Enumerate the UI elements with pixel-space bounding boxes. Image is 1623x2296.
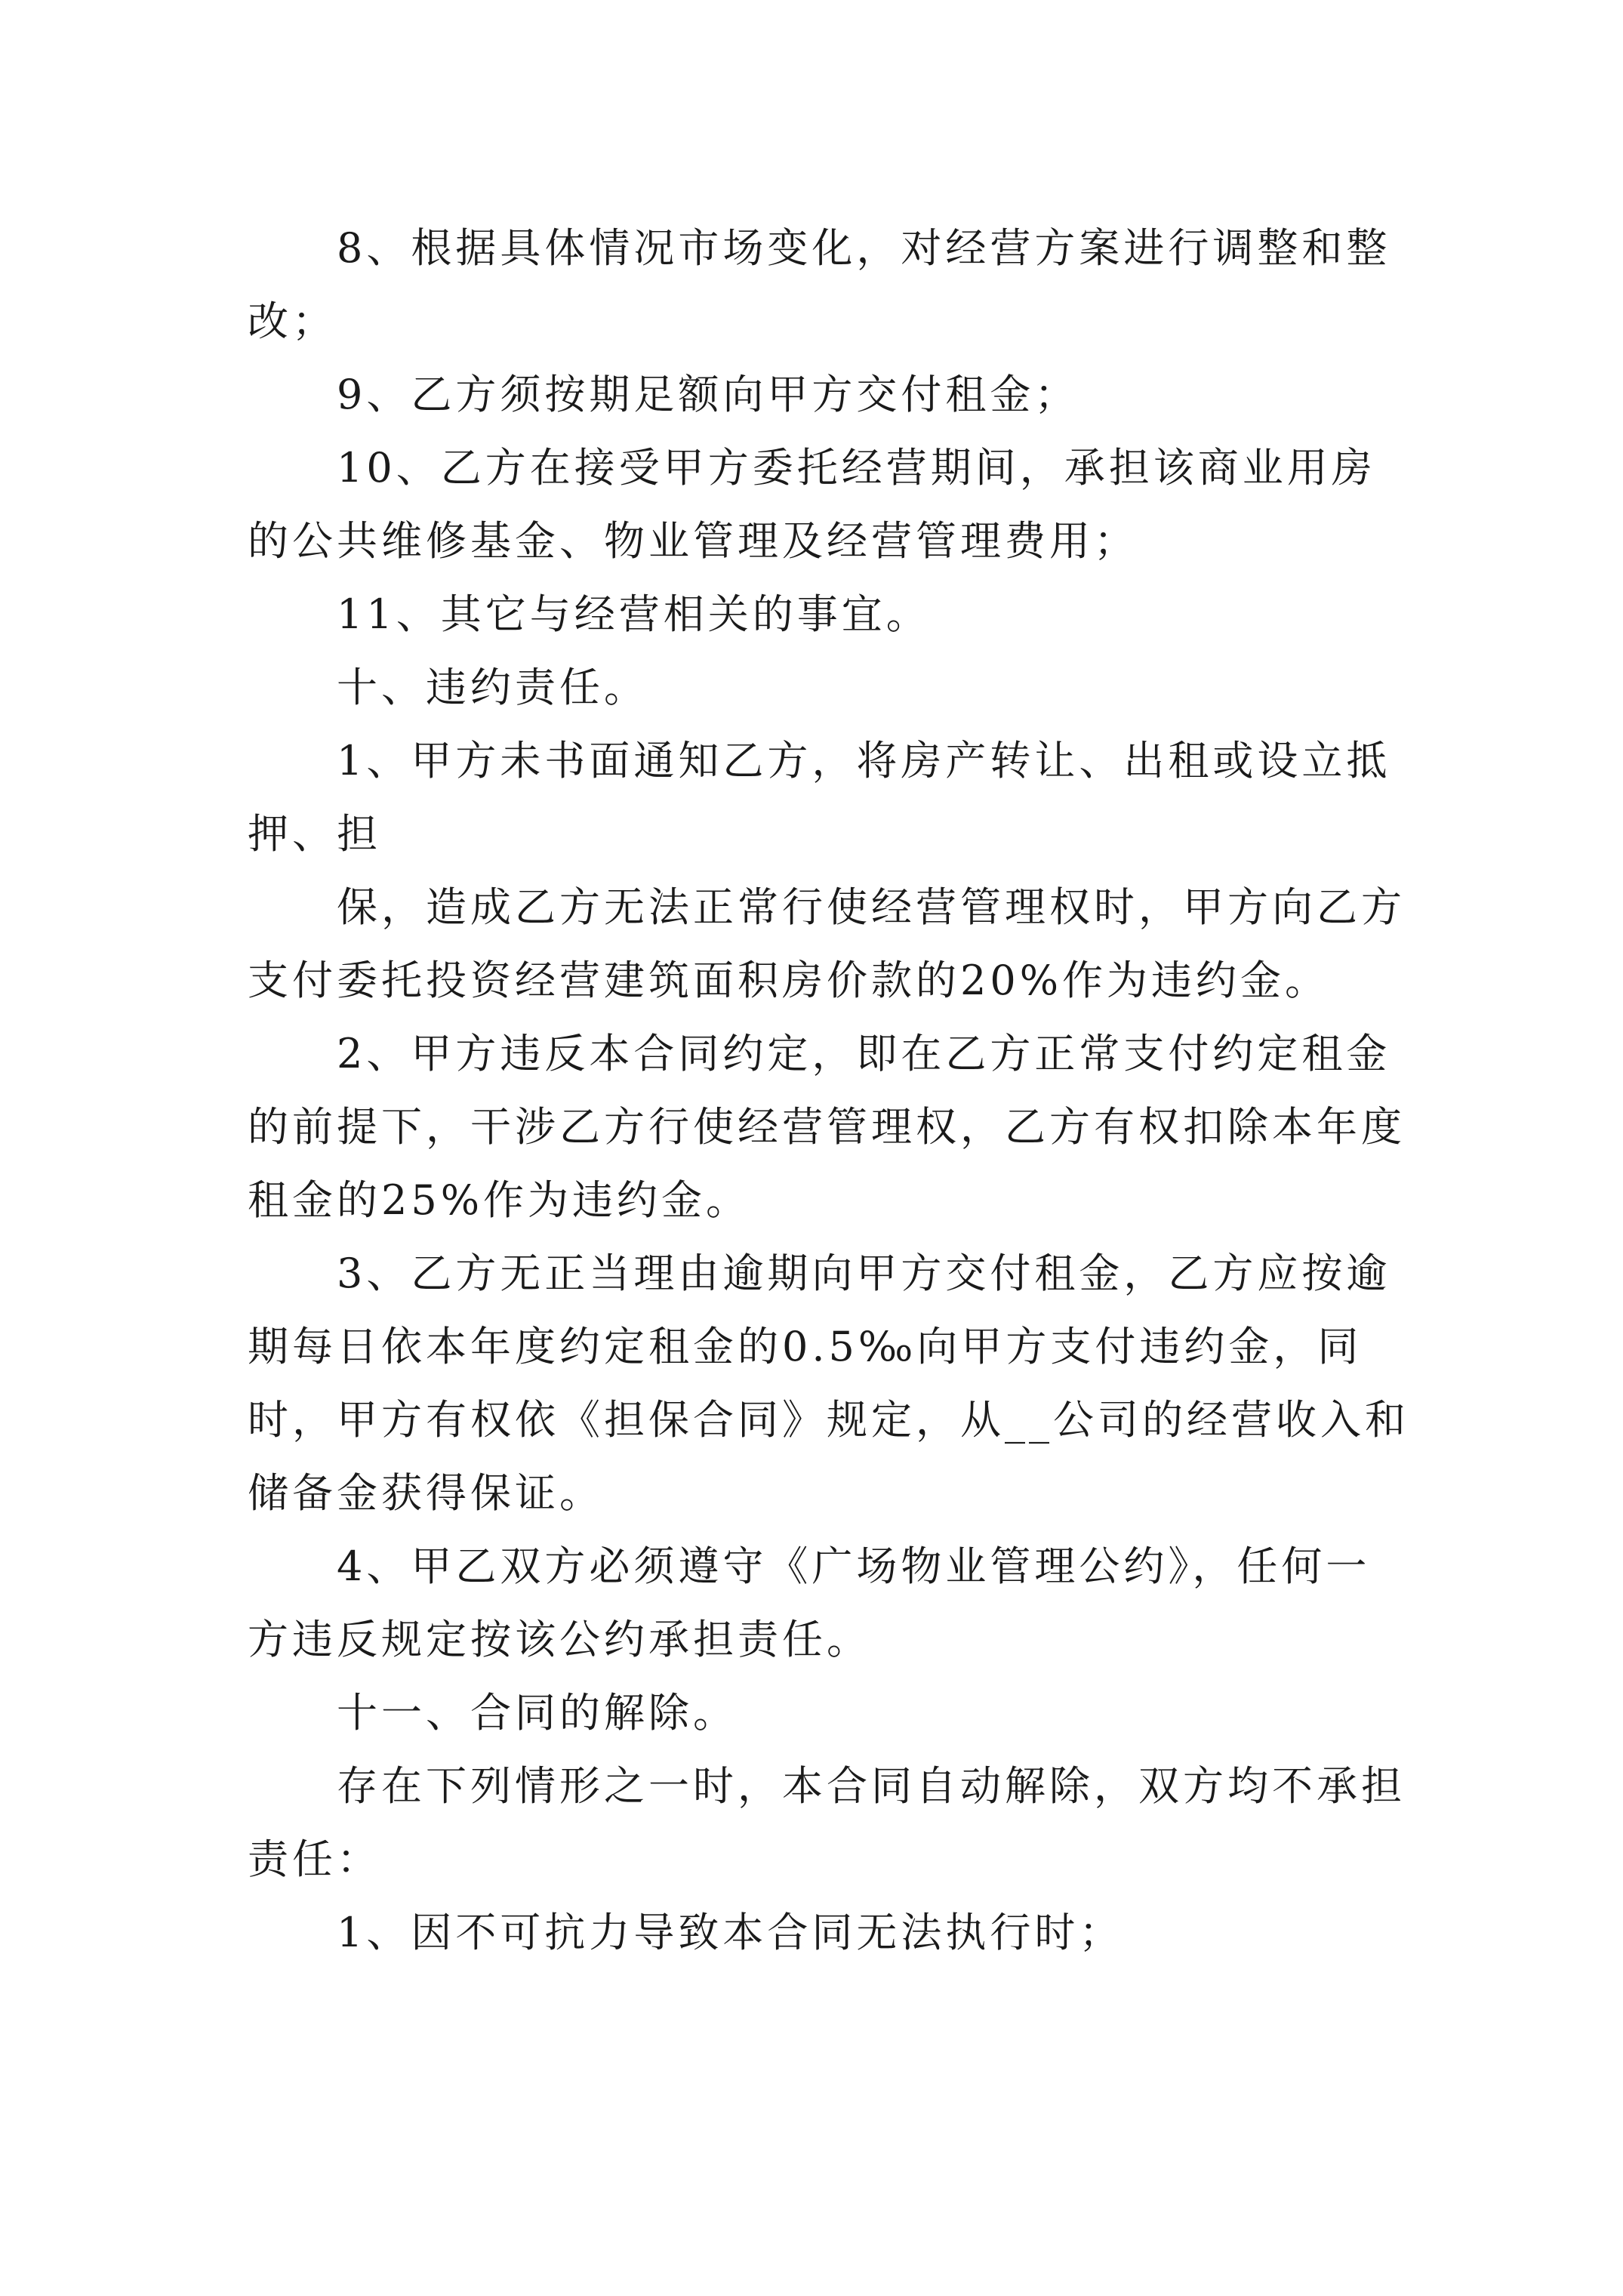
document-body <box>248 211 1410 1969</box>
section-heading-breach-liability: 十、违约责任。 <box>337 664 648 711</box>
paragraph-breach-2: 2、甲方违反本合同约定，即在乙方正常支付约定租金的前提下，干涉乙方行使经营管理权，乙方有权扣除本年度租金的25%作为违约金。 <box>248 1030 1406 1224</box>
paragraph-breach-1: 1、甲方未书面通知乙方，将房产转让、出租或设立抵押、担 <box>248 737 1391 858</box>
paragraph-termination-intro: 存在下列情形之一时，本合同自动解除，双方均不承担责任： <box>248 1762 1406 1883</box>
paragraph-clause-8: 8、根据具体情况市场变化，对经营方案进行调整和整改； <box>248 224 1391 345</box>
paragraph-clause-11: 11、其它与经营相关的事宜。 <box>337 590 931 638</box>
paragraph-breach-4: 4、甲乙双方必须遵守《广场物业管理公约》，任何一方违反规定按该公约承担责任。 <box>248 1542 1371 1663</box>
paragraph-breach-3: 3、乙方无正当理由逾期向甲方交付租金，乙方应按逾期每日依本年度约定租金的0.5‰向甲方支付违约金，同时，甲方有权依《担保合同》规定，从__公司的经营收入和储备金获得保证。 <box>248 1250 1409 1517</box>
paragraph-breach-1-continued: 保，造成乙方无法正常行使经营管理权时，甲方向乙方支付委托投资经营建筑面积房价款的20%作为违约金。 <box>248 883 1406 1004</box>
section-heading-termination: 十一、合同的解除。 <box>337 1689 738 1737</box>
paragraph-termination-1: 1、因不可抗力导致本合同无法执行时； <box>337 1909 1124 1956</box>
paragraph-clause-9: 9、乙方须按期足额向甲方交付租金； <box>337 371 1079 418</box>
paragraph-clause-10: 10、乙方在接受甲方委托经营期间，承担该商业用房的公共维修基金、物业管理及经营管理费用； <box>248 444 1376 565</box>
